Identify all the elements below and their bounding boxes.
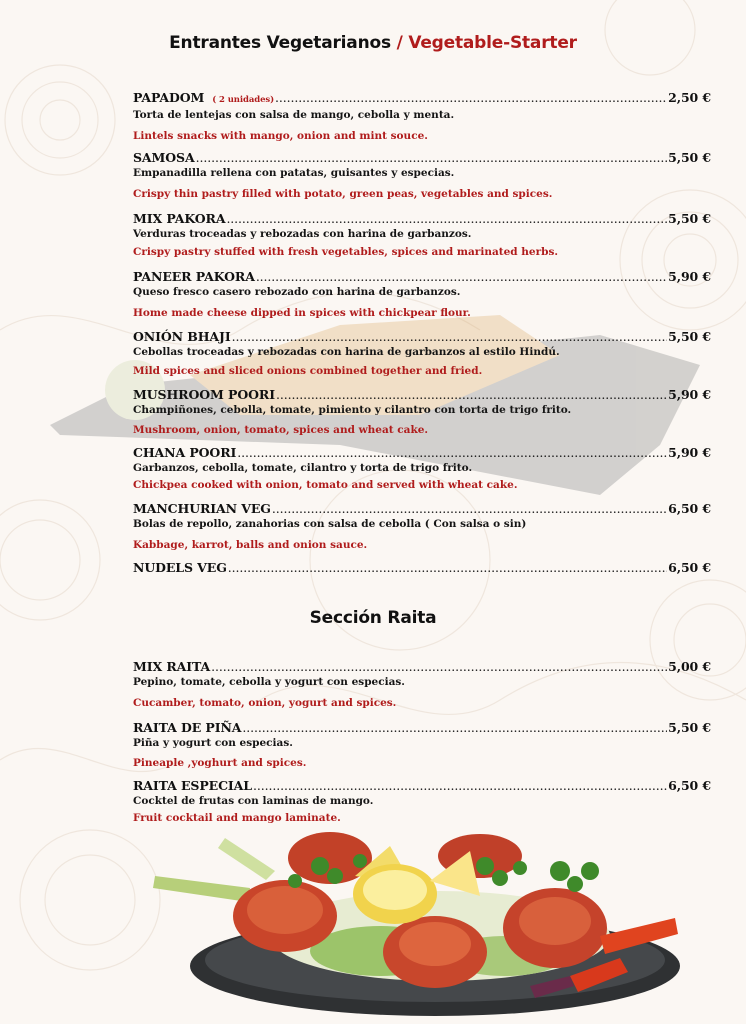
- item-name: SAMOSA: [133, 150, 195, 165]
- leader-dots: [272, 501, 667, 517]
- item-price: 5,00 €: [668, 659, 711, 674]
- item-description-en: Mushroom, onion, tomato, spices and wheat cake.: [133, 424, 429, 436]
- leader-dots: [276, 387, 667, 403]
- menu-item-row: [133, 720, 711, 736]
- veg-title-en: Vegetable-Starter: [408, 33, 577, 53]
- menu-item-row: [133, 560, 711, 576]
- menu-item-raita-de-pina: [133, 720, 711, 778]
- leader-dots: [211, 659, 667, 675]
- item-description-es: Garbanzos, cebolla, tomate, cilantro y torta de trigo frito.: [133, 462, 473, 474]
- tikka-piece-highlight: [247, 886, 323, 934]
- item-description-es: Queso fresco casero rebozado con harina de garbanzos.: [133, 286, 461, 298]
- item-name: ONIÓN BHAJI: [133, 329, 231, 344]
- item-price: 5,90 €: [668, 445, 711, 460]
- item-description-es: Champiñones, cebolla, tomate, pimiento y cilantro con torta de trigo frito.: [133, 404, 572, 416]
- raita-section-title: Sección Raita: [309, 608, 437, 628]
- leader-dots: [253, 778, 667, 794]
- item-description-es: Empanadilla rellena con patatas, guisantes y especias.: [133, 167, 455, 179]
- item-price: 5,50 €: [668, 150, 711, 165]
- leader-dots: [256, 269, 667, 285]
- item-description-en: Lintels snacks with mango, onion and mint souce.: [133, 130, 428, 142]
- leader-dots: [226, 211, 667, 227]
- item-description-en: Pineaple ,yoghurt and spices.: [133, 757, 307, 769]
- menu-item-mushroom-poori: [133, 387, 711, 445]
- tikka-piece-highlight: [519, 897, 591, 945]
- item-name: PAPADOM: [133, 90, 205, 105]
- item-description-en: Crispy thin pastry filled with potato, green peas, vegetables and spices.: [133, 188, 553, 200]
- menu-item-papadom: [133, 90, 711, 150]
- item-description-es: Verduras troceadas y rebozadas con harina de garbanzos.: [133, 228, 472, 240]
- leader-dots: [196, 150, 668, 166]
- item-description-en: Fruit cocktail and mango laminate.: [133, 812, 341, 824]
- menu-item-row: [133, 211, 711, 227]
- menu-item-row: [133, 501, 711, 517]
- item-price: 2,50 €: [668, 90, 711, 105]
- item-description-en: Crispy pastry stuffed with fresh vegetables, spices and marinated herbs.: [133, 246, 559, 258]
- item-price: 5,50 €: [668, 329, 711, 344]
- item-name: PANEER PAKORA: [133, 269, 255, 284]
- item-price: 5,90 €: [668, 387, 711, 402]
- menu-item-row: [133, 329, 711, 345]
- lemon-flesh: [363, 870, 427, 910]
- menu-item-manchurian-veg: [133, 501, 711, 560]
- menu-item-onion-bhaji: [133, 329, 711, 387]
- item-name: MANCHURIAN VEG: [133, 501, 271, 516]
- item-name: NUDELS VEG: [133, 560, 227, 575]
- leader-dots: [242, 720, 667, 736]
- item-price: 5,50 €: [668, 720, 711, 735]
- menu-item-row: [133, 387, 711, 403]
- leader-dots: [275, 90, 667, 106]
- item-name: RAITA ESPECIAL: [133, 778, 252, 793]
- item-description-es: Pepino, tomate, cebolla y yogurt con especias.: [133, 676, 405, 688]
- cucumber-slice: [218, 838, 275, 880]
- veg-title-es: Entrantes Vegetarianos: [169, 33, 391, 53]
- item-description-en: Cucamber, tomato, onion, yogurt and spices.: [133, 697, 397, 709]
- veg-title-separator: /: [396, 33, 403, 53]
- item-description-es: Bolas de repollo, zanahorias con salsa de cebolla ( Con salsa o sin): [133, 518, 527, 530]
- item-quantity: ( 2 unidades): [212, 95, 275, 105]
- leader-dots: [228, 560, 667, 576]
- item-name: CHANA POORI: [133, 445, 237, 460]
- item-price: 6,50 €: [668, 778, 711, 793]
- item-description-es: Piña y yogurt con especias.: [133, 737, 293, 749]
- menu-item-row: [133, 445, 711, 461]
- veg-section-title: [0, 33, 746, 53]
- menu-item-row: [133, 90, 711, 108]
- item-description-es: Cebollas troceadas y rebozadas con harina de garbanzos al estilo Hindú.: [133, 346, 560, 358]
- raita-items-list: [133, 659, 711, 834]
- item-price: 5,90 €: [668, 269, 711, 284]
- veg-items-list: [133, 90, 711, 580]
- item-price: 6,50 €: [668, 501, 711, 516]
- leader-dots: [237, 445, 667, 461]
- item-price: 6,50 €: [668, 560, 711, 575]
- item-name: MIX RAITA: [133, 659, 211, 674]
- menu-item-row: [133, 778, 711, 794]
- menu-item-row: [133, 269, 711, 285]
- item-name: MUSHROOM POORI: [133, 387, 275, 402]
- cucumber-slice: [153, 876, 250, 902]
- item-name: RAITA DE PIÑA: [133, 720, 242, 735]
- menu-item-row: [133, 659, 711, 675]
- menu-item-mix-pakora: [133, 211, 711, 269]
- menu-item-mix-raita: [133, 659, 711, 720]
- item-description-es: Cocktel de frutas con laminas de mango.: [133, 795, 374, 807]
- menu-item-row: [133, 150, 711, 166]
- menu-item-paneer-pakora: [133, 269, 711, 329]
- item-description-en: Chickpea cooked with onion, tomato and served with wheat cake.: [133, 479, 518, 491]
- item-price: 5,50 €: [668, 211, 711, 226]
- item-description-es: Torta de lentejas con salsa de mango, cebolla y menta.: [133, 109, 455, 121]
- item-description-en: Home made cheese dipped in spices with chickpear flour.: [133, 307, 471, 319]
- leader-dots: [232, 329, 668, 345]
- tikka-piece-highlight: [399, 922, 471, 966]
- item-description-en: Kabbage, karrot, balls and onion sauce.: [133, 539, 368, 551]
- item-name: MIX PAKORA: [133, 211, 226, 226]
- menu-item-nudels-veg: [133, 560, 711, 580]
- menu-item-samosa: [133, 150, 711, 211]
- tandoori-dish-image: [150, 826, 690, 1022]
- item-description-en: Mild spices and sliced onions combined together and fried.: [133, 365, 483, 377]
- menu-item-chana-poori: [133, 445, 711, 501]
